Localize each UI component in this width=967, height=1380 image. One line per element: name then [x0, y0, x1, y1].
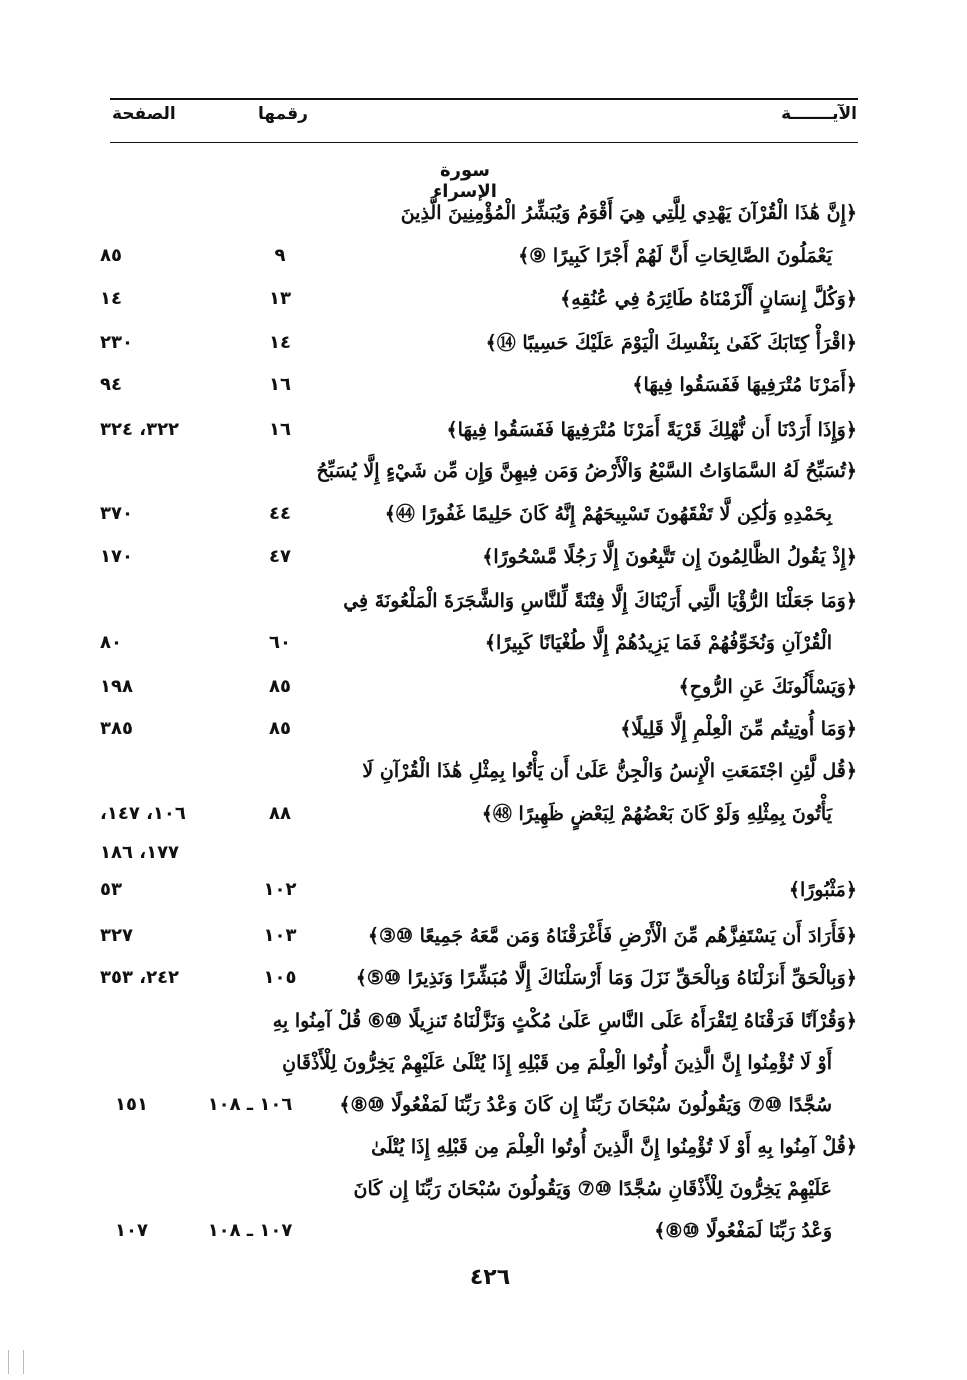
page-reference: ٥٣: [100, 879, 122, 900]
verse-line: ﴿اقْرَأْ كِتَابَكَ كَفَىٰ بِنَفْسِكَ الْيَوْمَ عَلَيْكَ حَسِيبًا ⑭﴾: [485, 332, 857, 354]
verse-line: ﴿وَمَا جَعَلْنَا الرُّؤْيَا الَّتِي أَرَيْنَاكَ إِلَّا فِتْنَةً لِّلنَّاسِ وَالشَّجَرَةَ الْمَلْعُونَةَ فِي: [343, 590, 857, 612]
verse-number: ٤٧: [269, 546, 291, 567]
page-reference: ٩٤: [100, 374, 122, 395]
page-reference: ٢٣٠: [100, 332, 133, 353]
verse-line: ﴿قُلْ آمِنُوا بِهِ أَوْ لَا تُؤْمِنُوا إِنَّ الَّذِينَ أُوتُوا الْعِلْمَ مِن قَبْلِهِ إِذَا يُتْلَىٰ: [371, 1136, 857, 1158]
verse-number: ٦٠: [269, 632, 291, 653]
verse-line: ﴿إِذْ يَقُولُ الظَّالِمُونَ إِن تَتَّبِعُونَ إِلَّا رَجُلًا مَّسْحُورًا﴾: [482, 546, 857, 568]
page-reference: ١٤: [100, 288, 122, 309]
page-number: ٤٢٦: [469, 1265, 511, 1290]
verse-line: ﴿وَقُرْآنًا فَرَقْنَاهُ لِتَقْرَأَهُ عَلَى النَّاسِ عَلَىٰ مُكْثٍ وَنَزَّلْنَاهُ تَنزِيلًا ⑩⑥ قُلْ آمِنُوا بِهِ: [272, 1010, 857, 1032]
page-reference: ٨٠: [100, 632, 122, 653]
verse-line: أَوْ لَا تُؤْمِنُوا إِنَّ الَّذِينَ أُوتُوا الْعِلْمَ مِن قَبْلِهِ إِذَا يُتْلَىٰ عَلَيْهِمْ يَخِرُّونَ لِلْأَذْقَانِ: [282, 1052, 832, 1074]
header-verse-label: الآيـــــــة: [781, 104, 857, 124]
page-reference: ١٠٦، ١٤٧،: [100, 803, 186, 824]
page-reference: ٣٨٥: [100, 718, 133, 739]
header-number-label: رقمها: [258, 104, 308, 124]
header-page-label: الصفحة: [112, 104, 176, 124]
header-top-rule: [110, 98, 858, 100]
verse-line: ﴿وَإِذَا أَرَدْنَا أَن نُّهْلِكَ قَرْيَةً أَمَرْنَا مُتْرَفِيهَا فَفَسَقُوا فِيهَا﴾: [446, 419, 857, 441]
verse-line: عَلَيْهِمْ يَخِرُّونَ لِلْأَذْقَانِ سُجَّدًا ⑩⑦ وَيَقُولُونَ سُبْحَانَ رَبِّنَا إِن كَانَ: [353, 1178, 832, 1200]
verse-number: ١٠٥: [263, 967, 297, 988]
verse-number: ٤٤: [269, 503, 291, 524]
verse-line: وَعْدُ رَبِّنَا لَمَفْعُولًا ⑩⑧﴾: [654, 1220, 832, 1242]
verse-number: ١٠٧ ـ ١٠٨: [207, 1220, 293, 1241]
verse-number: ٨٥: [269, 676, 291, 697]
page-reference: ٣٧٠: [100, 503, 133, 524]
verse-line: يَعْمَلُونَ الصَّالِحَاتِ أَنَّ لَهُمْ أَجْرًا كَبِيرًا ⑨﴾: [518, 245, 832, 267]
verse-line: يَأْتُونَ بِمِثْلِهِ وَلَوْ كَانَ بَعْضُهُمْ لِبَعْضٍ ظَهِيرًا ㊽﴾: [481, 803, 832, 825]
page-reference: ٨٥: [100, 245, 122, 266]
verse-number: ١٦: [269, 374, 291, 395]
verse-number: ١٦: [269, 419, 291, 440]
page-reference: ٣٢٧: [100, 925, 133, 946]
scan-edge-mark: [8, 1350, 24, 1374]
page-reference: ١٩٨: [100, 676, 133, 697]
verse-number: ١٠٦ ـ ١٠٨: [207, 1094, 293, 1115]
verse-line: ﴿وَكُلَّ إِنسَانٍ أَلْزَمْنَاهُ طَائِرَهُ فِي عُنُقِهِ﴾: [560, 288, 857, 310]
verse-line: ﴿فَأَرَادَ أَن يَسْتَفِزَّهُم مِّنَ الْأَرْضِ فَأَغْرَقْنَاهُ وَمَن مَّعَهُ جَمِيعًا ⑩③﴾: [367, 925, 857, 947]
verse-line: ﴿قُل لَّئِنِ اجْتَمَعَتِ الْإِنسُ وَالْجِنُّ عَلَىٰ أَن يَأْتُوا بِمِثْلِ هَٰذَا الْقُرْآنِ لَا: [362, 760, 857, 782]
header-bottom-rule: [110, 142, 858, 143]
verse-number: ٨٥: [269, 718, 291, 739]
verse-number: ١٠٢: [263, 879, 297, 900]
verse-line: ﴿مَثْبُورًا﴾: [788, 879, 857, 901]
verse-line: الْقُرْآنِ وَنُخَوِّفُهُمْ فَمَا يَزِيدُهُمْ إِلَّا طُغْيَانًا كَبِيرًا﴾: [484, 632, 832, 654]
verse-line: ﴿إِنَّ هَٰذَا الْقُرْآنَ يَهْدِي لِلَّتِي هِيَ أَقْوَمُ وَيُبَشِّرُ الْمُؤْمِنِينَ الَّذِينَ: [400, 202, 857, 224]
page-reference: ١٥١: [115, 1094, 148, 1115]
verse-line: ﴿وَبِالْحَقِّ أَنزَلْنَاهُ وَبِالْحَقِّ نَزَلَ وَمَا أَرْسَلْنَاكَ إِلَّا مُبَشِّرًا وَنَذِيرًا ⑩⑤﴾: [355, 967, 857, 989]
page-reference: ١٠٧: [115, 1220, 148, 1241]
page-reference: ١٧٠: [100, 546, 133, 567]
verse-line: ﴿تُسَبِّحُ لَهُ السَّمَاوَاتُ السَّبْعُ وَالْأَرْضُ وَمَن فِيهِنَّ وَإِن مِّن شَيْءٍ إِلَّا يُسَبِّحُ: [316, 460, 857, 482]
verse-number: ١٠٣: [263, 925, 297, 946]
verse-number: ٨٨: [269, 803, 291, 824]
verse-line: ﴿وَيَسْأَلُونَكَ عَنِ الرُّوحِ﴾: [678, 676, 857, 698]
page-reference: ٣٢٢، ٣٢٤: [100, 419, 180, 440]
verse-line: ﴿أَمَرْنَا مُتْرَفِيهَا فَفَسَقُوا فِيهَا﴾: [632, 374, 857, 396]
verse-number: ١٣: [269, 288, 291, 309]
surah-title: سورة الإسراء: [433, 160, 497, 202]
page-reference: ١٧٧، ١٨٦: [100, 842, 180, 863]
verse-line: بِحَمْدِهِ وَلَٰكِن لَّا تَفْقَهُونَ تَسْبِيحَهُمْ إِنَّهُ كَانَ حَلِيمًا غَفُورًا ㊹﴾: [384, 503, 832, 525]
verse-line: سُجَّدًا ⑩⑦ وَيَقُولُونَ سُبْحَانَ رَبِّنَا إِن كَانَ وَعْدُ رَبِّنَا لَمَفْعُولًا ⑩⑧﴾: [339, 1094, 832, 1116]
verse-number: ٩: [274, 245, 286, 266]
verse-line: ﴿وَمَا أُوتِيتُم مِّنَ الْعِلْمِ إِلَّا قَلِيلًا﴾: [620, 718, 857, 740]
verse-number: ١٤: [269, 332, 291, 353]
page-reference: ٢٤٢، ٣٥٣: [100, 967, 180, 988]
